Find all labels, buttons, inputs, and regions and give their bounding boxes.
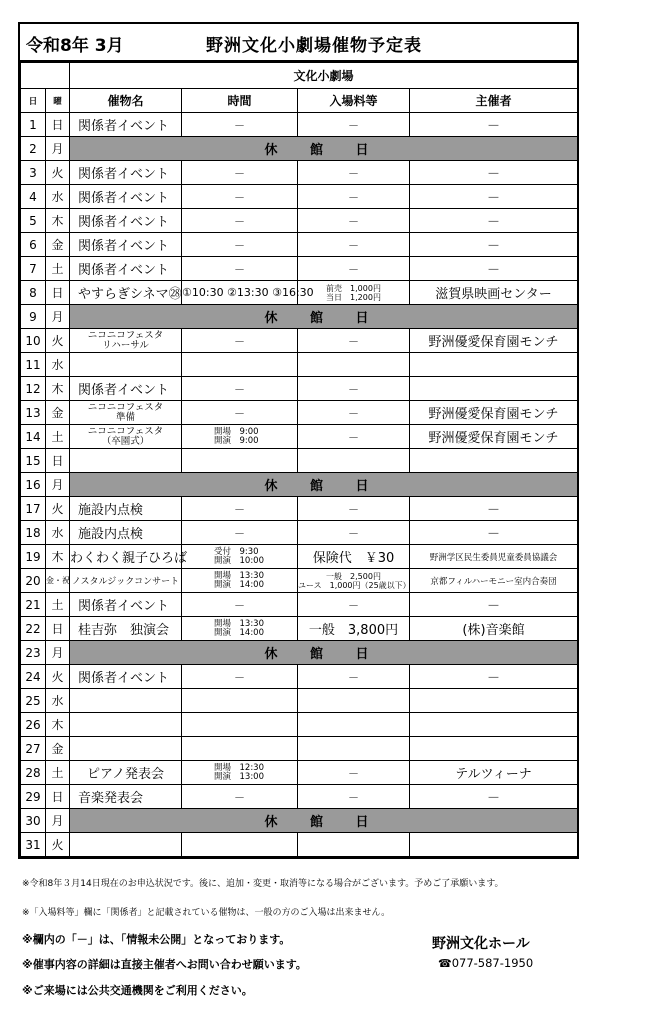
organizer-cell <box>410 377 578 401</box>
organizer-cell: 滋賀県映画センター <box>410 281 578 305</box>
time-cell: － <box>182 377 298 401</box>
phone-line <box>438 956 533 970</box>
day-cell: 19 <box>21 545 46 569</box>
header-blank <box>21 63 70 89</box>
table-row <box>21 665 578 689</box>
table-row <box>21 113 578 137</box>
fee-cell: － <box>298 401 410 425</box>
organizer-cell <box>410 737 578 761</box>
table-row <box>21 257 578 281</box>
fee-cell: － <box>298 161 410 185</box>
weekday-cell: 金・祝 <box>46 569 70 593</box>
day-cell: 20 <box>21 569 46 593</box>
fee-cell: － <box>298 257 410 281</box>
period-label: 令和8年 3月 <box>26 36 124 56</box>
day-cell: 3 <box>21 161 46 185</box>
table-row <box>21 137 578 161</box>
schedule-table <box>20 62 578 857</box>
event-cell: 施設内点検 <box>70 521 182 545</box>
day-cell: 12 <box>21 377 46 401</box>
organizer-cell: 野洲優愛保育園モンチ <box>410 425 578 449</box>
weekday-cell: 月 <box>46 137 70 161</box>
day-cell: 23 <box>21 641 46 665</box>
weekday-cell: 金 <box>46 401 70 425</box>
event-cell: 関係者イベント <box>70 377 182 401</box>
day-cell: 31 <box>21 833 46 857</box>
fee-cell: － <box>298 665 410 689</box>
time-cell: － <box>182 329 298 353</box>
event-cell <box>70 833 182 857</box>
table-row <box>21 713 578 737</box>
organizer-cell <box>410 689 578 713</box>
event-cell <box>70 353 182 377</box>
organizer-cell: － <box>410 161 578 185</box>
fee-cell: － <box>298 593 410 617</box>
day-cell: 27 <box>21 737 46 761</box>
weekday-cell: 木 <box>46 713 70 737</box>
event-cell: ノスタルジックコンサート <box>70 569 182 593</box>
note-text: ※欄内の「－」は、「情報未公開」となっております。 <box>22 933 291 946</box>
table-row <box>21 281 578 305</box>
time-cell: － <box>182 185 298 209</box>
weekday-cell: 木 <box>46 209 70 233</box>
day-cell: 22 <box>21 617 46 641</box>
organizer-cell: (株)音楽館 <box>410 617 578 641</box>
venue-header: 文化小劇場 <box>70 63 578 89</box>
time-cell <box>182 737 298 761</box>
table-row <box>21 185 578 209</box>
organizer-cell: 京都フィルハーモニー室内合奏団 <box>410 569 578 593</box>
fee-cell: － <box>298 209 410 233</box>
table-row <box>21 425 578 449</box>
column-header-fee: 入場料等 <box>298 89 410 113</box>
table-row <box>21 737 578 761</box>
weekday-cell: 日 <box>46 281 70 305</box>
event-cell: 関係者イベント <box>70 665 182 689</box>
organizer-cell: － <box>410 521 578 545</box>
table-row <box>21 761 578 785</box>
fee-cell <box>298 449 410 473</box>
table-row <box>21 689 578 713</box>
event-cell: 関係者イベント <box>70 593 182 617</box>
schedule-body <box>21 113 578 857</box>
fee-cell: － <box>298 377 410 401</box>
column-header-event: 催物名 <box>70 89 182 113</box>
time-cell <box>182 353 298 377</box>
organizer-cell: － <box>410 233 578 257</box>
event-cell: 関係者イベント <box>70 113 182 137</box>
note-text: ※催事内容の詳細は直接主催者へお問い合わせ願います。 <box>22 958 307 971</box>
organizer-cell: テルツィーナ <box>410 761 578 785</box>
fee-cell: 保険代 ￥30 <box>298 545 410 569</box>
fee-cell <box>298 689 410 713</box>
time-cell: 開場 9:00 開演 9:00 <box>182 425 298 449</box>
weekday-cell: 木 <box>46 377 70 401</box>
table-row <box>21 569 578 593</box>
table-row <box>21 353 578 377</box>
event-cell: 音楽発表会 <box>70 785 182 809</box>
weekday-cell: 土 <box>46 593 70 617</box>
event-cell: 関係者イベント <box>70 233 182 257</box>
day-cell: 25 <box>21 689 46 713</box>
page-title: 野洲文化小劇場催物予定表 <box>206 36 422 56</box>
event-cell <box>70 737 182 761</box>
organizer-cell: － <box>410 665 578 689</box>
day-cell: 10 <box>21 329 46 353</box>
table-row <box>21 401 578 425</box>
note-text: ※「入場料等」欄に「関係者」と記載されている催物は、一般の方のご入場は出来ません。 <box>22 908 391 918</box>
day-cell: 4 <box>21 185 46 209</box>
time-cell: 開場 13:30 開演 14:00 <box>182 569 298 593</box>
event-cell: ニコニコフェスタ 準備 <box>70 401 182 425</box>
organizer-cell <box>410 713 578 737</box>
organizer-cell: － <box>410 593 578 617</box>
day-cell: 29 <box>21 785 46 809</box>
fee-cell <box>298 833 410 857</box>
weekday-cell: 月 <box>46 305 70 329</box>
time-cell: － <box>182 401 298 425</box>
day-cell: 21 <box>21 593 46 617</box>
event-cell: 施設内点検 <box>70 497 182 521</box>
table-row <box>21 593 578 617</box>
schedule-sheet <box>18 22 579 859</box>
time-cell <box>182 449 298 473</box>
day-cell: 26 <box>21 713 46 737</box>
note-text: ※ご来場には公共交通機関をご利用ください。 <box>22 984 253 997</box>
event-cell: わくわく親子ひろば <box>70 545 182 569</box>
organizer-cell: 野洲優愛保育園モンチ <box>410 329 578 353</box>
table-row <box>21 545 578 569</box>
weekday-cell: 火 <box>46 833 70 857</box>
weekday-cell: 土 <box>46 257 70 281</box>
organizer-cell <box>410 353 578 377</box>
event-cell: ニコニコフェスタ リハーサル <box>70 329 182 353</box>
closed-day-band: 休 館 日 <box>70 137 578 161</box>
organizer-cell: － <box>410 785 578 809</box>
time-cell: － <box>182 161 298 185</box>
time-cell: 受付 9:30 開演 10:00 <box>182 545 298 569</box>
time-cell: ①10:30 ②13:30 ③16:30 <box>182 281 298 305</box>
time-cell: － <box>182 497 298 521</box>
weekday-cell: 金 <box>46 233 70 257</box>
event-cell: 関係者イベント <box>70 185 182 209</box>
weekday-cell: 火 <box>46 161 70 185</box>
day-cell: 28 <box>21 761 46 785</box>
table-row <box>21 785 578 809</box>
event-cell: 関係者イベント <box>70 161 182 185</box>
event-cell: ニコニコフェスタ （卒園式） <box>70 425 182 449</box>
weekday-cell: 日 <box>46 113 70 137</box>
event-cell <box>70 689 182 713</box>
event-cell <box>70 449 182 473</box>
table-row <box>21 617 578 641</box>
table-row <box>21 449 578 473</box>
table-row <box>21 809 578 833</box>
organizer-cell <box>410 449 578 473</box>
closed-day-band: 休 館 日 <box>70 809 578 833</box>
time-cell <box>182 689 298 713</box>
column-header-time: 時間 <box>182 89 298 113</box>
weekday-cell: 水 <box>46 521 70 545</box>
weekday-cell: 土 <box>46 761 70 785</box>
fee-cell: － <box>298 113 410 137</box>
event-cell: やすらぎシネマ㉘ <box>70 281 182 305</box>
table-row <box>21 833 578 857</box>
event-cell: 関係者イベント <box>70 257 182 281</box>
fee-cell: 一般 2,500円 ユース 1,000円（25歳以下） <box>298 569 410 593</box>
fee-cell: － <box>298 329 410 353</box>
weekday-cell: 金 <box>46 737 70 761</box>
day-cell: 24 <box>21 665 46 689</box>
day-cell: 13 <box>21 401 46 425</box>
day-cell: 8 <box>21 281 46 305</box>
day-cell: 6 <box>21 233 46 257</box>
organizer-cell <box>410 833 578 857</box>
closed-day-band: 休 館 日 <box>70 641 578 665</box>
weekday-cell: 日 <box>46 617 70 641</box>
weekday-cell: 土 <box>46 425 70 449</box>
fee-cell: 一般 3,800円 <box>298 617 410 641</box>
weekday-cell: 火 <box>46 665 70 689</box>
fee-cell <box>298 713 410 737</box>
weekday-cell: 月 <box>46 473 70 497</box>
table-row <box>21 305 578 329</box>
day-cell: 14 <box>21 425 46 449</box>
time-cell <box>182 833 298 857</box>
fee-cell: － <box>298 497 410 521</box>
weekday-cell: 日 <box>46 785 70 809</box>
fee-cell: － <box>298 233 410 257</box>
fee-cell: － <box>298 425 410 449</box>
organizer-cell: － <box>410 113 578 137</box>
event-cell <box>70 713 182 737</box>
table-row <box>21 209 578 233</box>
closed-day-band: 休 館 日 <box>70 473 578 497</box>
phone-number: 077-587-1950 <box>451 956 534 970</box>
column-header-day: 日 <box>21 89 46 113</box>
event-cell: 関係者イベント <box>70 209 182 233</box>
day-cell: 16 <box>21 473 46 497</box>
organizer-cell: － <box>410 257 578 281</box>
fee-cell: － <box>298 185 410 209</box>
column-header-weekday: 曜 <box>46 89 70 113</box>
table-row <box>21 497 578 521</box>
day-cell: 17 <box>21 497 46 521</box>
weekday-cell: 水 <box>46 353 70 377</box>
closed-day-band: 休 館 日 <box>70 305 578 329</box>
event-cell: 桂吉弥 独演会 <box>70 617 182 641</box>
fee-cell <box>298 353 410 377</box>
fee-cell: － <box>298 521 410 545</box>
note-text: ※令和8年３月14日現在のお申込状況です。後に、追加・変更・取消等になる場合がございます。予めご了承願います。 <box>22 879 504 889</box>
column-header-organizer: 主催者 <box>410 89 578 113</box>
time-cell: － <box>182 257 298 281</box>
organizer-cell: 野洲優愛保育園モンチ <box>410 401 578 425</box>
weekday-cell: 火 <box>46 329 70 353</box>
time-cell: － <box>182 113 298 137</box>
day-cell: 7 <box>21 257 46 281</box>
fee-cell <box>298 737 410 761</box>
table-row <box>21 641 578 665</box>
day-cell: 15 <box>21 449 46 473</box>
time-cell: － <box>182 665 298 689</box>
time-cell: 開場 12:30 開演 13:00 <box>182 761 298 785</box>
table-row <box>21 161 578 185</box>
time-cell: 開場 13:30 開演 14:00 <box>182 617 298 641</box>
time-cell: － <box>182 233 298 257</box>
weekday-cell: 木 <box>46 545 70 569</box>
fee-cell: － <box>298 761 410 785</box>
organizer-cell: 野洲学区民生委員児童委員協議会 <box>410 545 578 569</box>
venue-name: 野洲文化ホール <box>432 936 530 952</box>
table-row <box>21 233 578 257</box>
weekday-cell: 火 <box>46 497 70 521</box>
event-cell: ピアノ発表会 <box>70 761 182 785</box>
weekday-cell: 水 <box>46 185 70 209</box>
organizer-cell: － <box>410 185 578 209</box>
day-cell: 9 <box>21 305 46 329</box>
weekday-cell: 月 <box>46 809 70 833</box>
time-cell: － <box>182 521 298 545</box>
organizer-cell: － <box>410 497 578 521</box>
day-cell: 2 <box>21 137 46 161</box>
title-row <box>20 24 577 62</box>
organizer-cell: － <box>410 209 578 233</box>
time-cell: － <box>182 593 298 617</box>
day-cell: 5 <box>21 209 46 233</box>
weekday-cell: 水 <box>46 689 70 713</box>
fee-cell: 前売 1,000円 当日 1,200円 <box>298 281 410 305</box>
weekday-cell: 月 <box>46 641 70 665</box>
time-cell: － <box>182 209 298 233</box>
day-cell: 11 <box>21 353 46 377</box>
weekday-cell: 日 <box>46 449 70 473</box>
table-row <box>21 521 578 545</box>
day-cell: 18 <box>21 521 46 545</box>
fee-cell: － <box>298 785 410 809</box>
day-cell: 30 <box>21 809 46 833</box>
time-cell: － <box>182 785 298 809</box>
table-row <box>21 377 578 401</box>
day-cell: 1 <box>21 113 46 137</box>
table-row <box>21 329 578 353</box>
telephone-icon: ☎ <box>438 957 452 970</box>
time-cell <box>182 713 298 737</box>
table-row <box>21 473 578 497</box>
